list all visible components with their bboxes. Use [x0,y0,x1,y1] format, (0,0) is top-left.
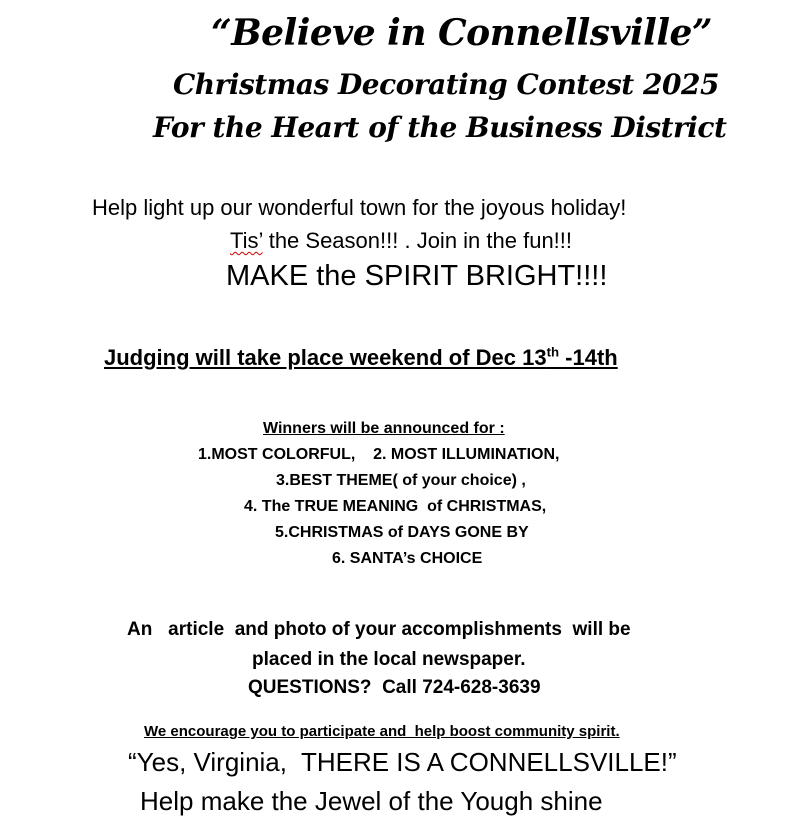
category-line: 6. SANTA’s CHOICE [332,550,483,567]
judging-superscript: th [546,344,560,360]
category-line: 5.CHRISTMAS of DAYS GONE BY [275,524,529,541]
flyer-title: “Believe in Connellsville” [211,12,713,54]
judging-date [104,345,618,371]
questions-contact: QUESTIONS? Call 724-628-3639 [248,677,541,698]
intro-line-1: Help light up our wonderful town for the joyous holiday! [92,195,627,220]
judging-text: Judging will take place weekend of Dec 13 [104,345,547,370]
spellcheck-word: Tis’ [230,228,263,253]
intro-line-2 [230,228,572,254]
category-line: 3.BEST THEME( of your choice) , [276,472,526,489]
flyer-subtitle: Christmas Decorating Contest 2025 [173,68,719,101]
jewel-line: Help make the Jewel of the Yough shine [140,786,603,816]
judging-suffix: -14th [559,345,618,370]
flyer-subtitle-district: For the Heart of the Business District [153,111,727,144]
article-line-1: An article and photo of your accomplishments will be [127,619,631,640]
category-line: 4. The TRUE MEANING of CHRISTMAS, [244,498,547,515]
article-line-2: placed in the local newspaper. [252,649,526,670]
encourage-note: We encourage you to participate and help boost community spirit. [144,723,620,740]
intro-line-2-text: the Season!!! . Join in the fun!!! [262,228,573,253]
virginia-quote: “Yes, Virginia, THERE IS A CONNELLSVILLE!” [128,747,677,777]
winners-heading: Winners will be announced for : [263,420,505,437]
spirit-headline: MAKE the SPIRIT BRIGHT!!!! [226,260,608,292]
category-line: 1.MOST COLORFUL, 2. MOST ILLUMINATION, [198,446,560,463]
